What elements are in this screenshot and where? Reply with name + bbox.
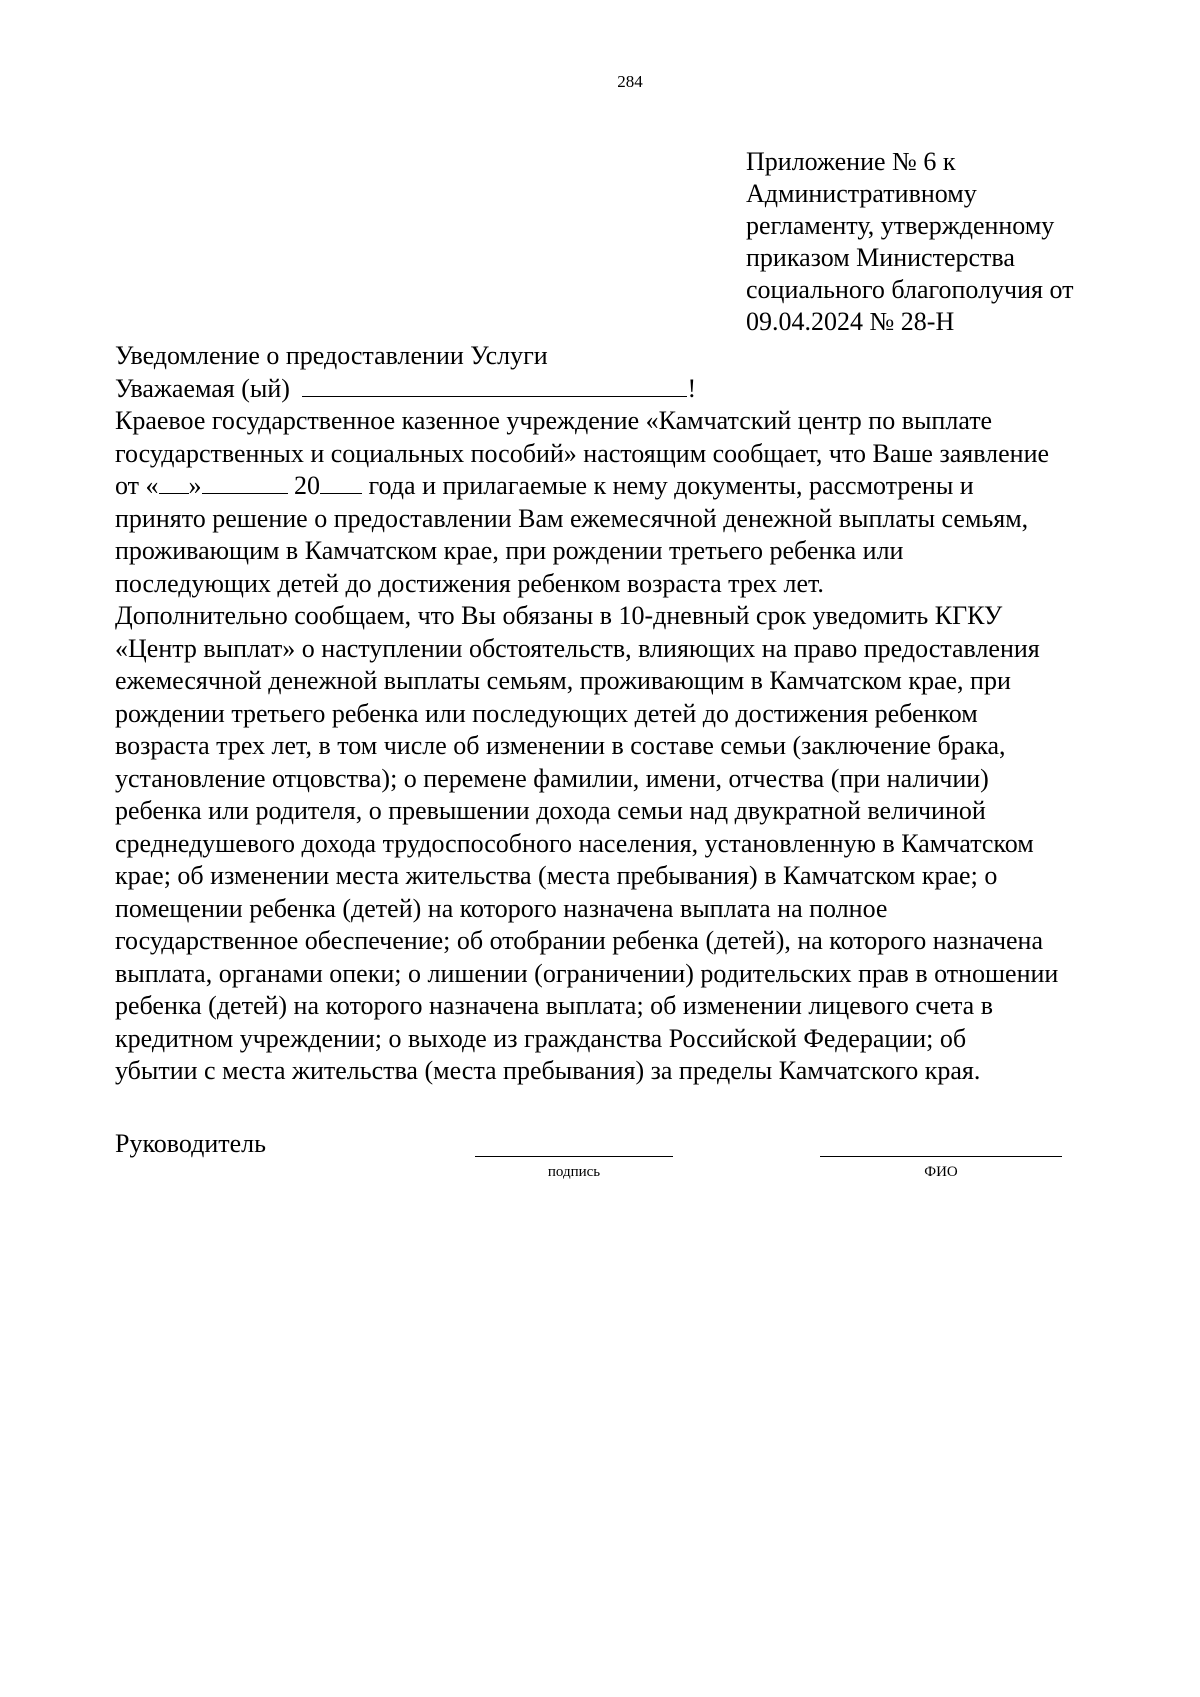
paragraph-line: принято решение о предоставлении Вам ежемесячной денежной выплаты семьям, <box>115 503 1029 533</box>
appendix-line: Административному <box>746 179 977 208</box>
notice-title: Уведомление о предоставлении Услуги <box>115 341 548 370</box>
signature-line <box>475 1156 673 1157</box>
signatory-role: Руководитель <box>115 1129 266 1158</box>
paragraph-line: выплата, органами опеки; о лишении (ограничении) родительских прав в отношении <box>115 958 1059 988</box>
year-prefix: 20 <box>294 471 321 500</box>
paragraph-line: ребенка (детей) на которого назначена выплата; об изменении лицевого счета в <box>115 991 993 1020</box>
paragraph-line: установление отцовства); о перемене фамилии, имени, отчества (при наличии) <box>115 763 989 793</box>
signature-block <box>115 1128 1115 1188</box>
paragraph-line: убытии с места жительства (места пребывания) за пределы Камчатского края. <box>115 1056 981 1085</box>
name-caption: ФИО <box>924 1164 958 1180</box>
paragraph-line: государственных и социальных пособий» настоящим сообщает, что Ваше заявление <box>115 438 1050 468</box>
paragraph-line: Краевое государственное казенное учреждение «Камчатский центр по выплате <box>115 406 993 435</box>
recipient-name-blank <box>302 374 687 397</box>
day-blank <box>159 471 189 494</box>
year-blank <box>320 471 362 494</box>
appendix-line: Приложение № 6 к <box>746 147 956 176</box>
paragraph-line: последующих детей до достижения ребенком возраста трех лет. <box>115 568 824 598</box>
date-line-rest: года и прилагаемые к нему документы, рассмотрены и <box>368 471 974 500</box>
paragraph-line: рождении третьего ребенка или последующих детей до достижения ребенком <box>115 698 978 728</box>
paragraph-line: ежемесячной денежной выплаты семьям, проживающим в Камчатском крае, при <box>115 666 1011 695</box>
page-number: 284 <box>617 72 643 91</box>
salutation-line <box>115 373 1175 406</box>
name-line <box>820 1156 1062 1157</box>
paragraph-line: возраста трех лет, в том числе об изменении в составе семьи (заключение брака, <box>115 731 1006 760</box>
paragraph-line: Дополнительно сообщаем, что Вы обязаны в 10-дневный срок уведомить КГКУ <box>115 601 1003 630</box>
salutation-suffix: ! <box>687 373 697 403</box>
month-blank <box>202 471 288 494</box>
paragraph-line: проживающим в Камчатском крае, при рождении третьего ребенка или <box>115 536 904 565</box>
signature-caption: подпись <box>547 1164 601 1180</box>
date-quote-close: » <box>188 471 202 500</box>
paragraph-line: крае; об изменении места жительства (места пребывания) в Камчатском крае; о <box>115 861 998 890</box>
appendix-line: социального благополучия от <box>746 275 1074 304</box>
appendix-line: регламенту, утвержденному <box>746 211 1055 240</box>
paragraph-line: помещении ребенка (детей) на которого назначена выплата на полное <box>115 893 888 923</box>
paragraph-line: ребенка или родителя, о превышении дохода семьи над двукратной величиной <box>115 796 986 825</box>
appendix-header <box>746 146 1166 338</box>
date-prefix: от « <box>115 471 159 500</box>
appendix-line: 09.04.2024 № 28-Н <box>746 307 955 336</box>
paragraph-line: кредитном учреждении; о выходе из гражданства Российской Федерации; об <box>115 1023 967 1053</box>
paragraph-line: среднедушевого дохода трудоспособного населения, установленную в Камчатском <box>115 828 1034 858</box>
paragraph-line: «Центр выплат» о наступлении обстоятельств, влияющих на право предоставления <box>115 633 1040 663</box>
date-line <box>115 470 1175 503</box>
notice-body <box>115 340 1175 1088</box>
appendix-line: приказом Министерства <box>746 243 1015 272</box>
salutation-prefix: Уважаемая (ый) <box>115 373 290 403</box>
paragraph-line: государственное обеспечение; об отобрании ребенка (детей), на которого назначена <box>115 926 1044 955</box>
